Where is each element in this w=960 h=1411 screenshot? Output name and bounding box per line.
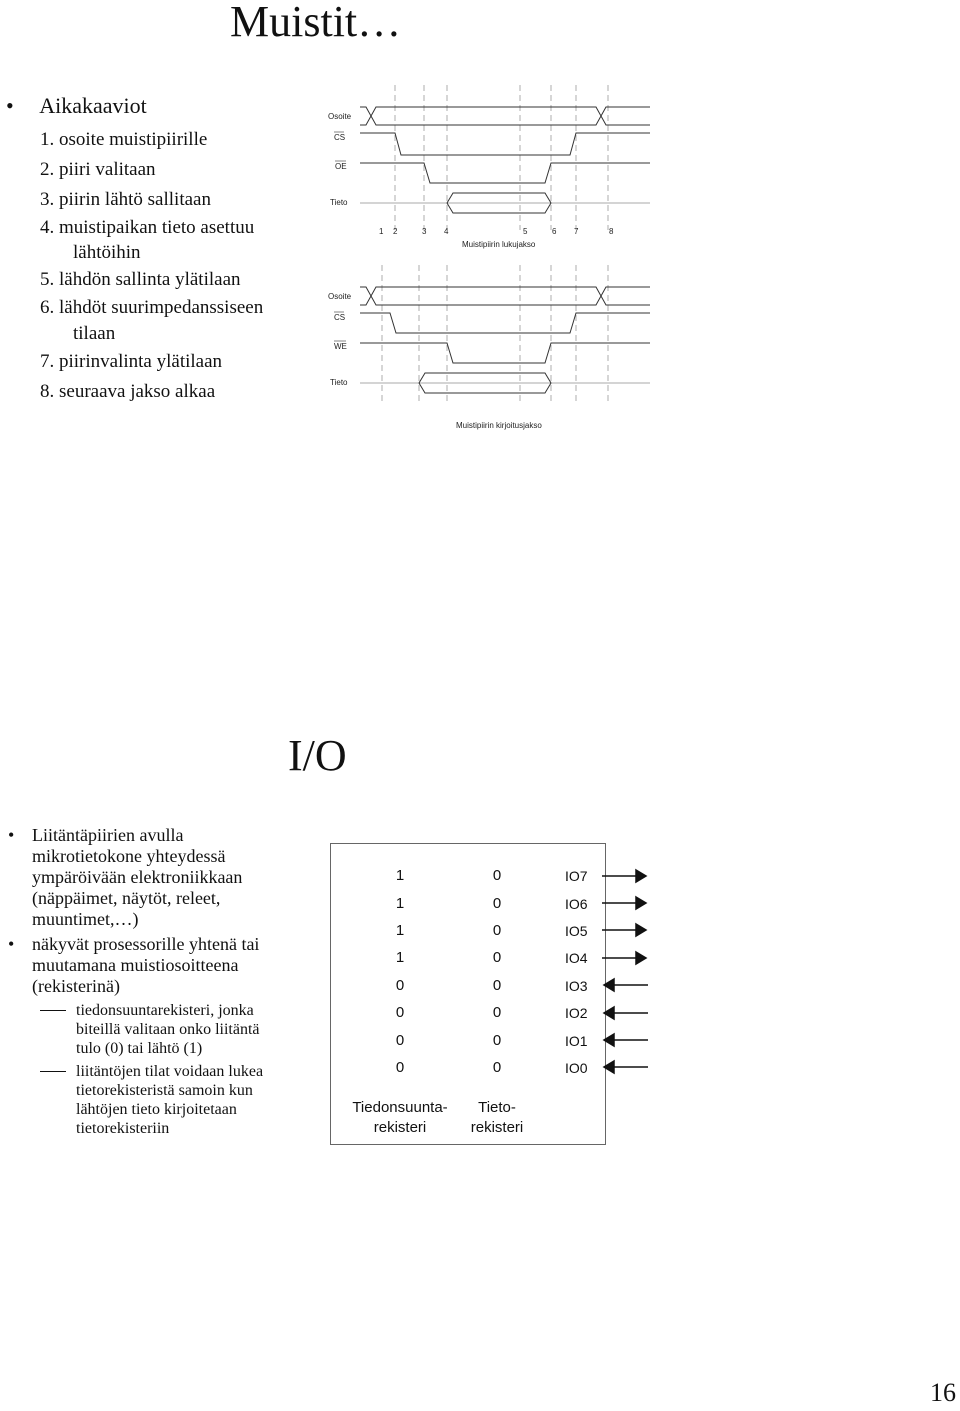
io-sub-bullet-2: [40, 1062, 318, 1138]
read-signal-osoite: Osoite: [328, 112, 352, 121]
read-cycle-caption: Muistipiirin lukujakso: [462, 240, 536, 249]
bullet-line: mikrotietokone yhteydessä: [32, 846, 226, 866]
direction-bit-5: 1: [395, 922, 405, 939]
read-oe-line: [360, 163, 650, 183]
bullet-dot: •: [6, 93, 14, 118]
write-cycle-caption: Muistipiirin kirjoitusjakso: [456, 421, 542, 430]
bullet-line: (näppäimet, näytöt, releet,: [32, 888, 221, 908]
step-item: 8. seuraava jakso alkaa: [40, 381, 216, 402]
io-label-6: IO6: [565, 896, 588, 912]
sub-bullet-line: tulo (0) tai lähtö (1): [76, 1040, 203, 1057]
marker-7: 7: [574, 227, 579, 236]
read-signal-cs: CS: [334, 133, 346, 142]
bullet-aikakaaviot: [6, 93, 147, 119]
direction-register-caption: [339, 1098, 461, 1138]
caption-line: Tieto-: [478, 1099, 516, 1116]
step-item-cont: lähtöihin: [73, 242, 141, 263]
marker-4: 4: [444, 227, 449, 236]
read-address-lower: [360, 107, 650, 125]
write-signal-osoite: Osoite: [328, 292, 352, 301]
step-item: 1. osoite muistipiirille: [40, 129, 208, 150]
direction-bit-4: 1: [395, 949, 405, 966]
slide-title-muistit: Muistit…: [230, 0, 402, 46]
data-bit-1: 0: [492, 1032, 502, 1049]
output-arrow-icon: [636, 952, 646, 964]
direction-bit-1: 0: [395, 1032, 405, 1049]
io-bullet-2: [8, 934, 318, 997]
marker-6: 6: [552, 227, 557, 236]
io-register-diagram: [330, 843, 606, 1145]
write-address-lower: [360, 287, 650, 305]
bullet-line: Liitäntäpiirien avulla: [32, 825, 184, 845]
write-signal-cs: CS: [334, 313, 346, 322]
input-arrow-icon: [604, 979, 614, 991]
sub-bullet-line: liitäntöjen tilat voidaan lukea: [76, 1063, 264, 1080]
slide-title-io: I/O: [288, 731, 347, 780]
read-cs-line: [360, 133, 650, 155]
data-bit-5: 0: [492, 922, 502, 939]
direction-bit-3: 0: [395, 977, 405, 994]
bullet-line: ympäröivään elektroniikkaan: [32, 867, 243, 887]
sub-bullet-line: tietorekisteriin: [76, 1120, 170, 1137]
io-arrows: [598, 862, 654, 1082]
marker-3: 3: [422, 227, 427, 236]
data-bit-7: 0: [492, 867, 502, 884]
direction-bit-2: 0: [395, 1004, 405, 1021]
data-bit-6: 0: [492, 895, 502, 912]
io-label-7: IO7: [565, 868, 588, 884]
caption-line: Tiedonsuunta-: [352, 1099, 448, 1116]
input-arrow-icon: [604, 1034, 614, 1046]
data-register-caption: [457, 1098, 537, 1138]
sub-bullet-line: lähtöjen tieto kirjoitetaan: [76, 1101, 237, 1118]
dash-marker: [40, 1010, 66, 1011]
marker-5: 5: [523, 227, 528, 236]
page-number: 16: [930, 1378, 956, 1407]
bullet-dot: •: [8, 825, 15, 845]
read-signal-oe: OE: [335, 162, 347, 171]
sub-bullet-line: tiedonsuuntarekisteri, jonka: [76, 1002, 254, 1019]
direction-bit-6: 1: [395, 895, 405, 912]
bullet-text: Aikakaaviot: [39, 93, 147, 118]
sub-bullet-line: tietorekisteristä samoin kun: [76, 1082, 253, 1099]
io-label-0: IO0: [565, 1060, 588, 1076]
input-arrow-icon: [604, 1061, 614, 1073]
write-we-line: [360, 343, 650, 363]
bullet-line: muuntimet,…): [32, 909, 139, 929]
output-arrow-icon: [636, 870, 646, 882]
step-item: 5. lähdön sallinta ylätilaan: [40, 269, 241, 290]
step-item: 7. piirinvalinta ylätilaan: [40, 351, 223, 372]
input-arrow-icon: [604, 1007, 614, 1019]
timing-diagrams: [320, 85, 660, 435]
step-list: [40, 125, 320, 407]
sub-bullet-line: biteillä valitaan onko liitäntä: [76, 1021, 260, 1038]
io-label-2: IO2: [565, 1005, 588, 1021]
io-label-5: IO5: [565, 923, 588, 939]
read-signal-tieto: Tieto: [330, 198, 348, 207]
dash-marker: [40, 1071, 66, 1072]
io-sub-bullet-1: [40, 1001, 318, 1058]
io-bullet-1: [8, 825, 318, 930]
caption-line: rekisteri: [373, 1119, 427, 1136]
step-item-cont: tilaan: [73, 323, 116, 344]
write-signal-tieto: Tieto: [330, 378, 348, 387]
bullet-line: (rekisterinä): [32, 976, 120, 996]
output-arrow-icon: [636, 897, 646, 909]
write-signal-we: WE: [334, 342, 347, 351]
data-bit-0: 0: [492, 1059, 502, 1076]
data-bit-3: 0: [492, 977, 502, 994]
output-arrow-icon: [636, 924, 646, 936]
marker-2: 2: [393, 227, 398, 236]
step-item: 4. muistipaikan tieto asettuu: [40, 217, 255, 238]
step-item: 3. piirin lähtö sallitaan: [40, 189, 211, 210]
caption-line: rekisteri: [470, 1119, 524, 1136]
bullet-line: muutamana muistiosoitteena: [32, 955, 239, 975]
direction-bit-7: 1: [395, 867, 405, 884]
io-label-3: IO3: [565, 978, 588, 994]
bullet-dot: •: [8, 934, 15, 954]
data-bit-4: 0: [492, 949, 502, 966]
marker-8: 8: [609, 227, 614, 236]
data-bit-2: 0: [492, 1004, 502, 1021]
step-item: 6. lähdöt suurimpedanssiseen: [40, 297, 264, 318]
step-item: 2. piiri valitaan: [40, 159, 156, 180]
io-label-4: IO4: [565, 950, 588, 966]
write-address-upper: [360, 287, 650, 305]
io-label-1: IO1: [565, 1033, 588, 1049]
marker-1: 1: [379, 227, 384, 236]
direction-bit-0: 0: [395, 1059, 405, 1076]
io-bullet-list: [8, 825, 318, 1138]
write-cs-line: [360, 313, 650, 333]
bullet-line: näkyvät prosessorille yhtenä tai: [32, 934, 260, 954]
read-address-upper: [360, 107, 650, 125]
